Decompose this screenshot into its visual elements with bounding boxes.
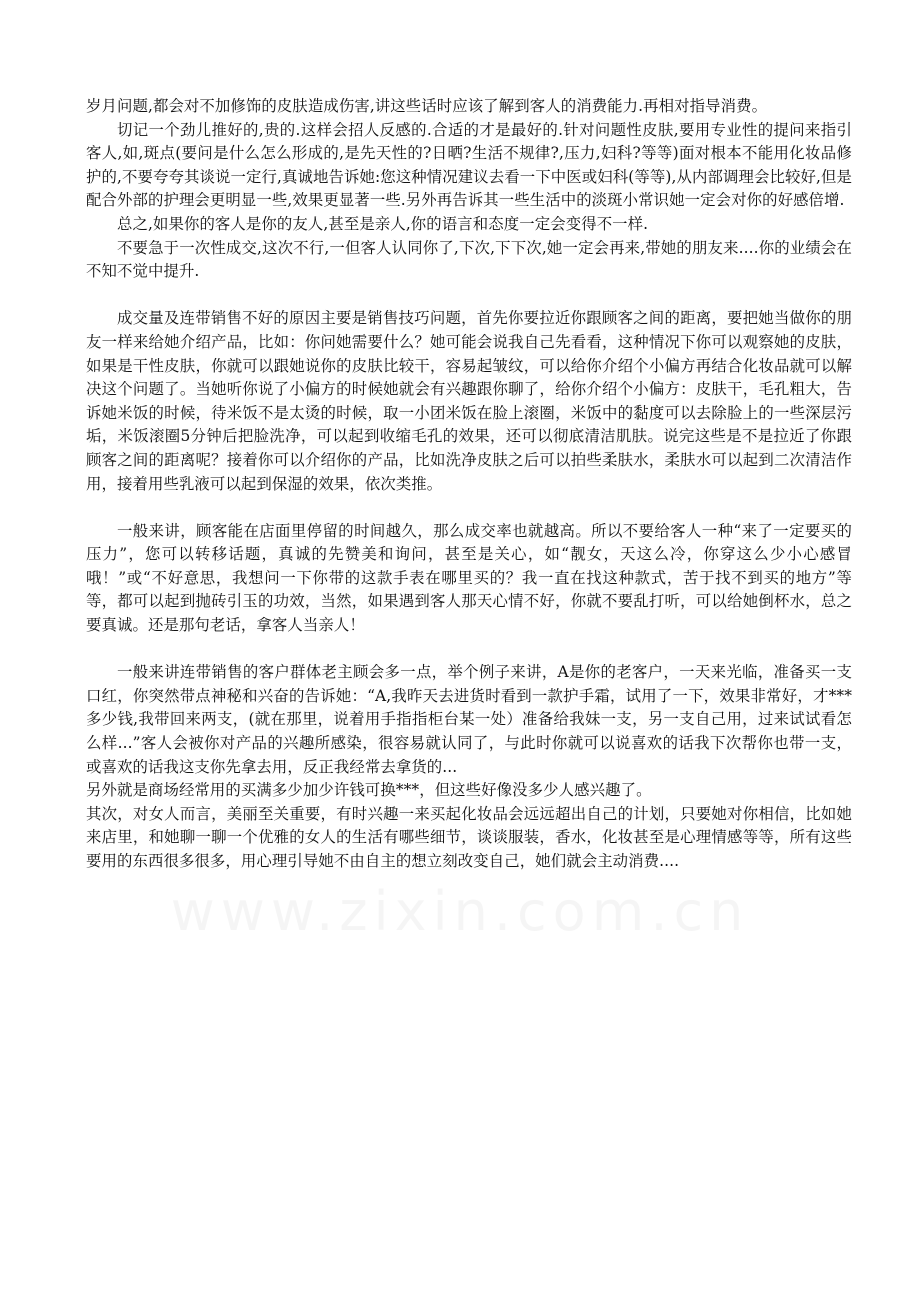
paragraph: 不要急于一次性成交,这次不行,一但客人认同你了,下次,下下次,她一定会再来,带她的朋友来....你的业绩会在不知不觉中提升. bbox=[86, 238, 852, 281]
paragraph: 另外就是商场经常用的买满多少加少许钱可换***，但这些好像没多少人感兴趣了。 bbox=[86, 781, 652, 800]
watermark bbox=[0, 880, 920, 943]
paragraph-spacer bbox=[86, 284, 852, 308]
paragraph-continued: 岁月问题,都会对不加修饰的皮肤造成伤害,讲这些话时应该了解到客人的消费能力.再相对指导消费。 bbox=[86, 97, 768, 115]
document-body bbox=[86, 95, 852, 874]
paragraph-spacer bbox=[86, 638, 852, 662]
paragraph: 其次，对女人而言，美丽至关重要，有时兴趣一来买起化妆品会远远超出自己的计划，只要她对你相信，比如她来店里，和她聊一聊一个优雅的女人的生活有哪些细节，谈谈服装，香水，化妆甚至是心理情感等等，所有这些要用的东西很多很多，用心理引导她不由自主的想立刻改变自己，她们就会主动消费.... bbox=[86, 804, 852, 870]
paragraph: 一般来讲，顾客能在店面里停留的时间越久，那么成交率也就越高。所以不要给客人一种“来了一定要买的压力”，您可以转移话题，真诚的先赞美和询问，甚至是关心，如“靓女，天这么冷，你穿这么少小心感冒哦！”或“不好意思，我想问一下你带的这款手表在哪里买的？我一直在找这种款式，苦于找不到买的地方”等等，都可以起到抛砖引玉的功效，当然，如果遇到客人那天心情不好，你就不要乱打听，可以给她倒杯水，总之要真诚。还是那句老话，拿客人当亲人！ bbox=[86, 521, 852, 635]
paragraph: 切记一个劲儿推好的,贵的.这样会招人反感的.合适的才是最好的.针对问题性皮肤,要用专业性的提问来指引客人,如,斑点(要问是什么怎么形成的,是先天性的?日晒?生活不规律?,压力,妇科?等等)面对根本不能用化妆品修护的,不要夸夸其谈说一定行,真诚地告诉她:您这种情况建议去看一下中医或妇科(等等),从内部调理会比较好,但是配合外部的护理会更明显一些,效果更显著一些.另外再告诉其一些生活中的淡斑小常识她一定会对你的好感倍增. bbox=[86, 120, 852, 210]
paragraph: 一般来讲连带销售的客户群体老主顾会多一点，举个例子来讲，A是你的老客户，一天来光临，准备买一支口红，你突然带点神秘和兴奋的告诉她：“A,我昨天去进货时看到一款护手霜，试用了一下，效果非常好，才***多少钱,我带回来两支，(就在那里，说着用手指指柜台某一处）准备给我妹一支，另一支自己用，过来试试看怎么样...”客人会被你对产品的兴趣所感染，很容易就认同了，与此时你就可以说喜欢的话我下次帮你也带一支，或喜欢的话我这支你先拿去用，反正我经常去拿货的... bbox=[86, 663, 852, 776]
paragraph: 成交量及连带销售不好的原因主要是销售技巧问题，首先你要拉近你跟顾客之间的距离，要把她当做你的朋友一样来给她介绍产品，比如：你问她需要什么？她可能会说我自己先看看，这种情况下你可以观察她的皮肤，如果是干性皮肤，你就可以跟她说你的皮肤比较干，容易起皱纹，可以给你介绍个小偏方再结合化妆品就可以解决这个问题了。当她听你说了小偏方的时候她就会有兴趣跟你聊了，给你介绍个小偏方：皮肤干，毛孔粗大，告诉她米饭的时候，待米饭不是太烫的时候，取一小团米饭在脸上滚圈，米饭中的黏度可以去除脸上的一些深层污垢，米饭滚圈5分钟后把脸洗净，可以起到收缩毛孔的效果，还可以彻底清洁肌肤。说完这些是不是拉近了你跟顾客之间的距离呢？接着你可以介绍你的产品，比如洗净皮肤之后可以拍些柔肤水，柔肤水可以起到二次清洁作用，接着用些乳液可以起到保湿的效果，依次类推。 bbox=[86, 309, 852, 493]
paragraph-spacer bbox=[86, 496, 852, 520]
paragraph: 总之,如果你的客人是你的友人,甚至是亲人,你的语言和态度一定会变得不一样. bbox=[117, 214, 649, 233]
